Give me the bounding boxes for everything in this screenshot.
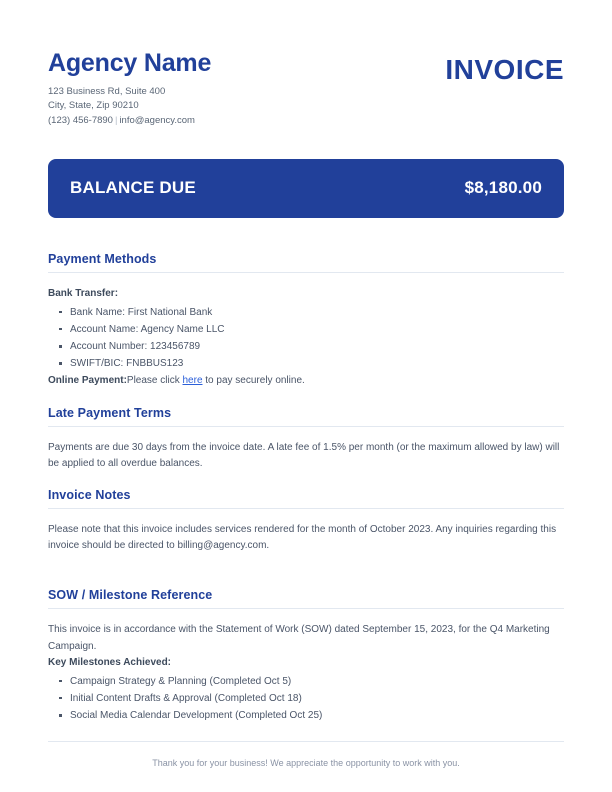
sow-milestone-title: SOW / Milestone Reference [48, 588, 213, 603]
bank-transfer-label: Bank Transfer: [48, 287, 119, 299]
list-item: Account Number: 123456789 [70, 338, 564, 355]
online-payment-label: Online Payment: [48, 375, 127, 387]
online-payment-suffix: to pay securely online. [202, 375, 305, 387]
sow-reference-text: This invoice is in accordance with the Statement of Work (SOW) dated September 15, 2023, for the Q4 Marketing Campaign. [48, 624, 550, 652]
footer-thank-you-text: Thank you for your business! We appreciate the opportunity to work with you. [152, 757, 460, 768]
footer-divider [48, 741, 564, 742]
bank-details-list [48, 304, 564, 373]
balance-due-banner [48, 159, 564, 218]
late-payment-terms-title: Late Payment Terms [48, 405, 172, 420]
agency-phone: (123) 456-7890 [48, 114, 113, 126]
section-divider [48, 508, 564, 509]
balance-due-label: BALANCE DUE [70, 178, 196, 198]
agency-address-line-1: 123 Business Rd, Suite 400 [48, 85, 166, 97]
list-item: Initial Content Drafts & Approval (Completed Oct 18) [70, 690, 564, 707]
invoice-notes-section [48, 488, 564, 554]
invoice-notes-title: Invoice Notes [48, 487, 131, 502]
section-divider [48, 272, 564, 273]
invoice-notes-text: Please note that this invoice includes services rendered for the month of October 2023. Any inquiries regarding this invoice should be directed to billing@agency.com. [48, 523, 557, 552]
list-item: Campaign Strategy & Planning (Completed Oct 5) [70, 673, 564, 690]
list-item: Account Name: Agency Name LLC [70, 321, 564, 338]
sow-milestone-section [48, 588, 564, 724]
agency-contact-line [48, 114, 211, 129]
payment-methods-title: Payment Methods [48, 251, 157, 266]
payment-methods-section [48, 252, 564, 390]
invoice-footer [48, 741, 564, 771]
agency-email: info@agency.com [119, 114, 195, 126]
pay-online-link[interactable]: here [182, 375, 203, 387]
list-item: Bank Name: First National Bank [70, 304, 564, 321]
online-payment-prefix: Please click [126, 375, 183, 387]
milestones-list [48, 673, 564, 725]
list-item: SWIFT/BIC: FNBBUS123 [70, 355, 564, 372]
late-payment-terms-text: Payments are due 30 days from the invoice date. A late fee of 1.5% per month (or the maximum allowed by law) will be applied to all overdue balances. [48, 441, 560, 469]
late-payment-terms-section [48, 406, 564, 472]
contact-separator: | [114, 114, 118, 126]
section-divider [48, 426, 564, 427]
section-divider [48, 608, 564, 609]
invoice-header [48, 50, 564, 129]
online-payment-line [48, 373, 564, 389]
agency-name: Agency Name [48, 49, 212, 77]
balance-due-amount: $8,180.00 [464, 178, 542, 198]
list-item: Social Media Calendar Development (Completed Oct 25) [70, 707, 564, 724]
document-type-title: INVOICE [445, 54, 564, 85]
key-milestones-label: Key Milestones Achieved: [48, 656, 172, 668]
agency-block [48, 50, 211, 129]
agency-address-line-2: City, State, Zip 90210 [48, 100, 139, 112]
